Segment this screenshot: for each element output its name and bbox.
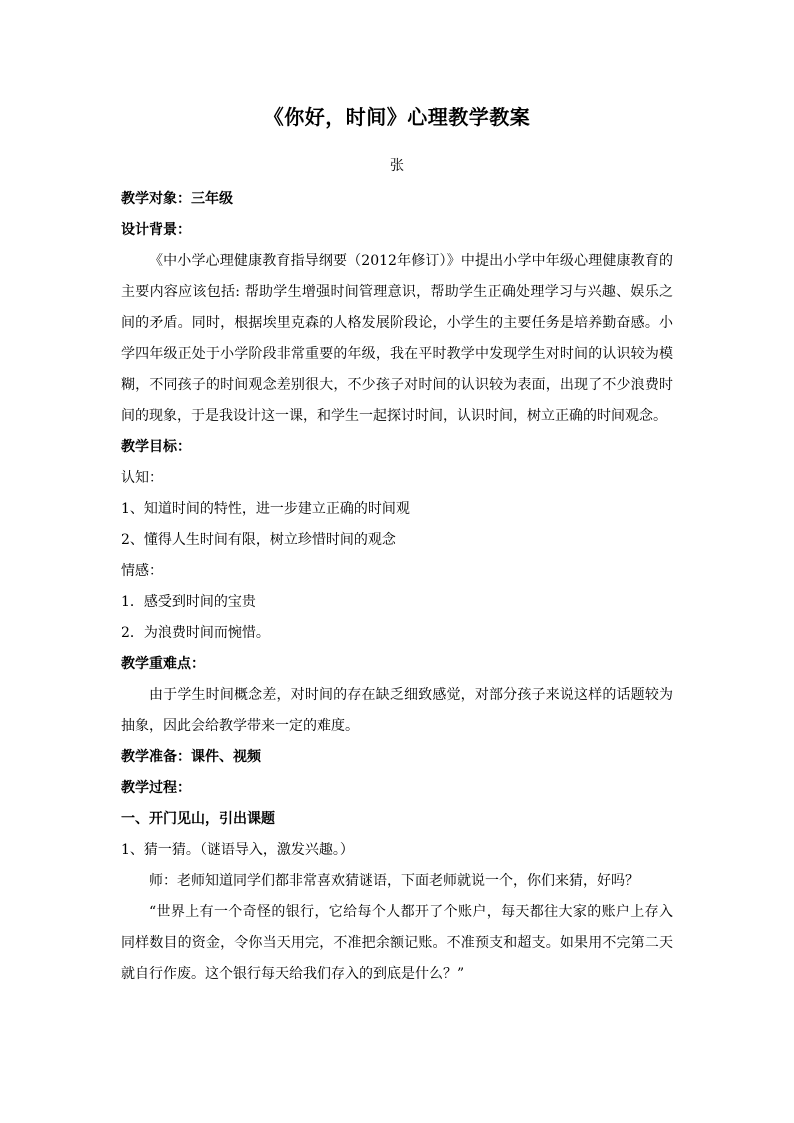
- process-heading: 教学过程：: [121, 780, 191, 796]
- document-author: 张: [390, 158, 404, 174]
- cognition-item: 1、知道时间的特性，进一步建立正确的时间观: [121, 501, 410, 517]
- cognition-item: 2、懂得人生时间有限，树立珍惜时间的观念: [121, 532, 396, 548]
- target-audience: 教学对象：三年级: [121, 191, 233, 207]
- section-one-heading: 一、开门见山，引出课题: [121, 811, 275, 827]
- step-one: 1、猜一猜。（谜语导入，激发兴趣。）: [121, 842, 354, 858]
- emotion-item: 1．感受到时间的宝贵: [121, 594, 256, 610]
- riddle-paragraph: “世界上有一个奇怪的银行，它给每个人都开了个账户，每天都往大家的账户上存入同样数目的资金，令你当天用完，不准把余额记账。不准预支和超支。如果用不完第二天就自行作废。这个银行每天给我们存入的到底是什么？”: [121, 904, 673, 982]
- background-heading: 设计背景：: [121, 222, 191, 238]
- goals-heading: 教学目标：: [121, 439, 191, 455]
- difficulty-heading: 教学重难点：: [121, 656, 205, 672]
- emotion-item: 2．为浪费时间而惋惜。: [121, 625, 270, 641]
- document-title: 《你好，时间》心理教学教案: [263, 105, 531, 129]
- background-paragraph: 《中小学心理健康教育指导纲要（2012年修订）》中提出小学中年级心理健康教育的主要内容应该包括: 帮助学生增强时间管理意识，帮助学生正确处理学习与兴趣、娱乐之间的矛盾。同时，根据埃里克森的人格发展阶段论，小学生的主要任务是培养勤奋感。小学四年级正处于小学阶段非常重要的年级，我在平时教学中发现学生对时间的认识较为模糊，不同孩子的时间观念差别很大，不少孩子对时间的认识较为表面，出现了不少浪费时间的现象，于是我设计这一课，和学生一起探讨时间，认识时间，树立正确的时间观念。: [121, 253, 673, 424]
- preparation-line: 教学准备：课件、视频: [121, 749, 261, 765]
- document-body: [121, 102, 673, 990]
- cognition-label: 认知：: [121, 470, 163, 486]
- teacher-line: 师：老师知道同学们都非常喜欢猜谜语，下面老师就说一个，你们来猜，好吗？: [149, 873, 639, 889]
- emotion-label: 情感：: [121, 563, 163, 579]
- difficulty-paragraph: 由于学生时间概念差，对时间的存在缺乏细致感觉，对部分孩子来说这样的话题较为抽象，因此会给教学带来一定的难度。: [121, 687, 673, 734]
